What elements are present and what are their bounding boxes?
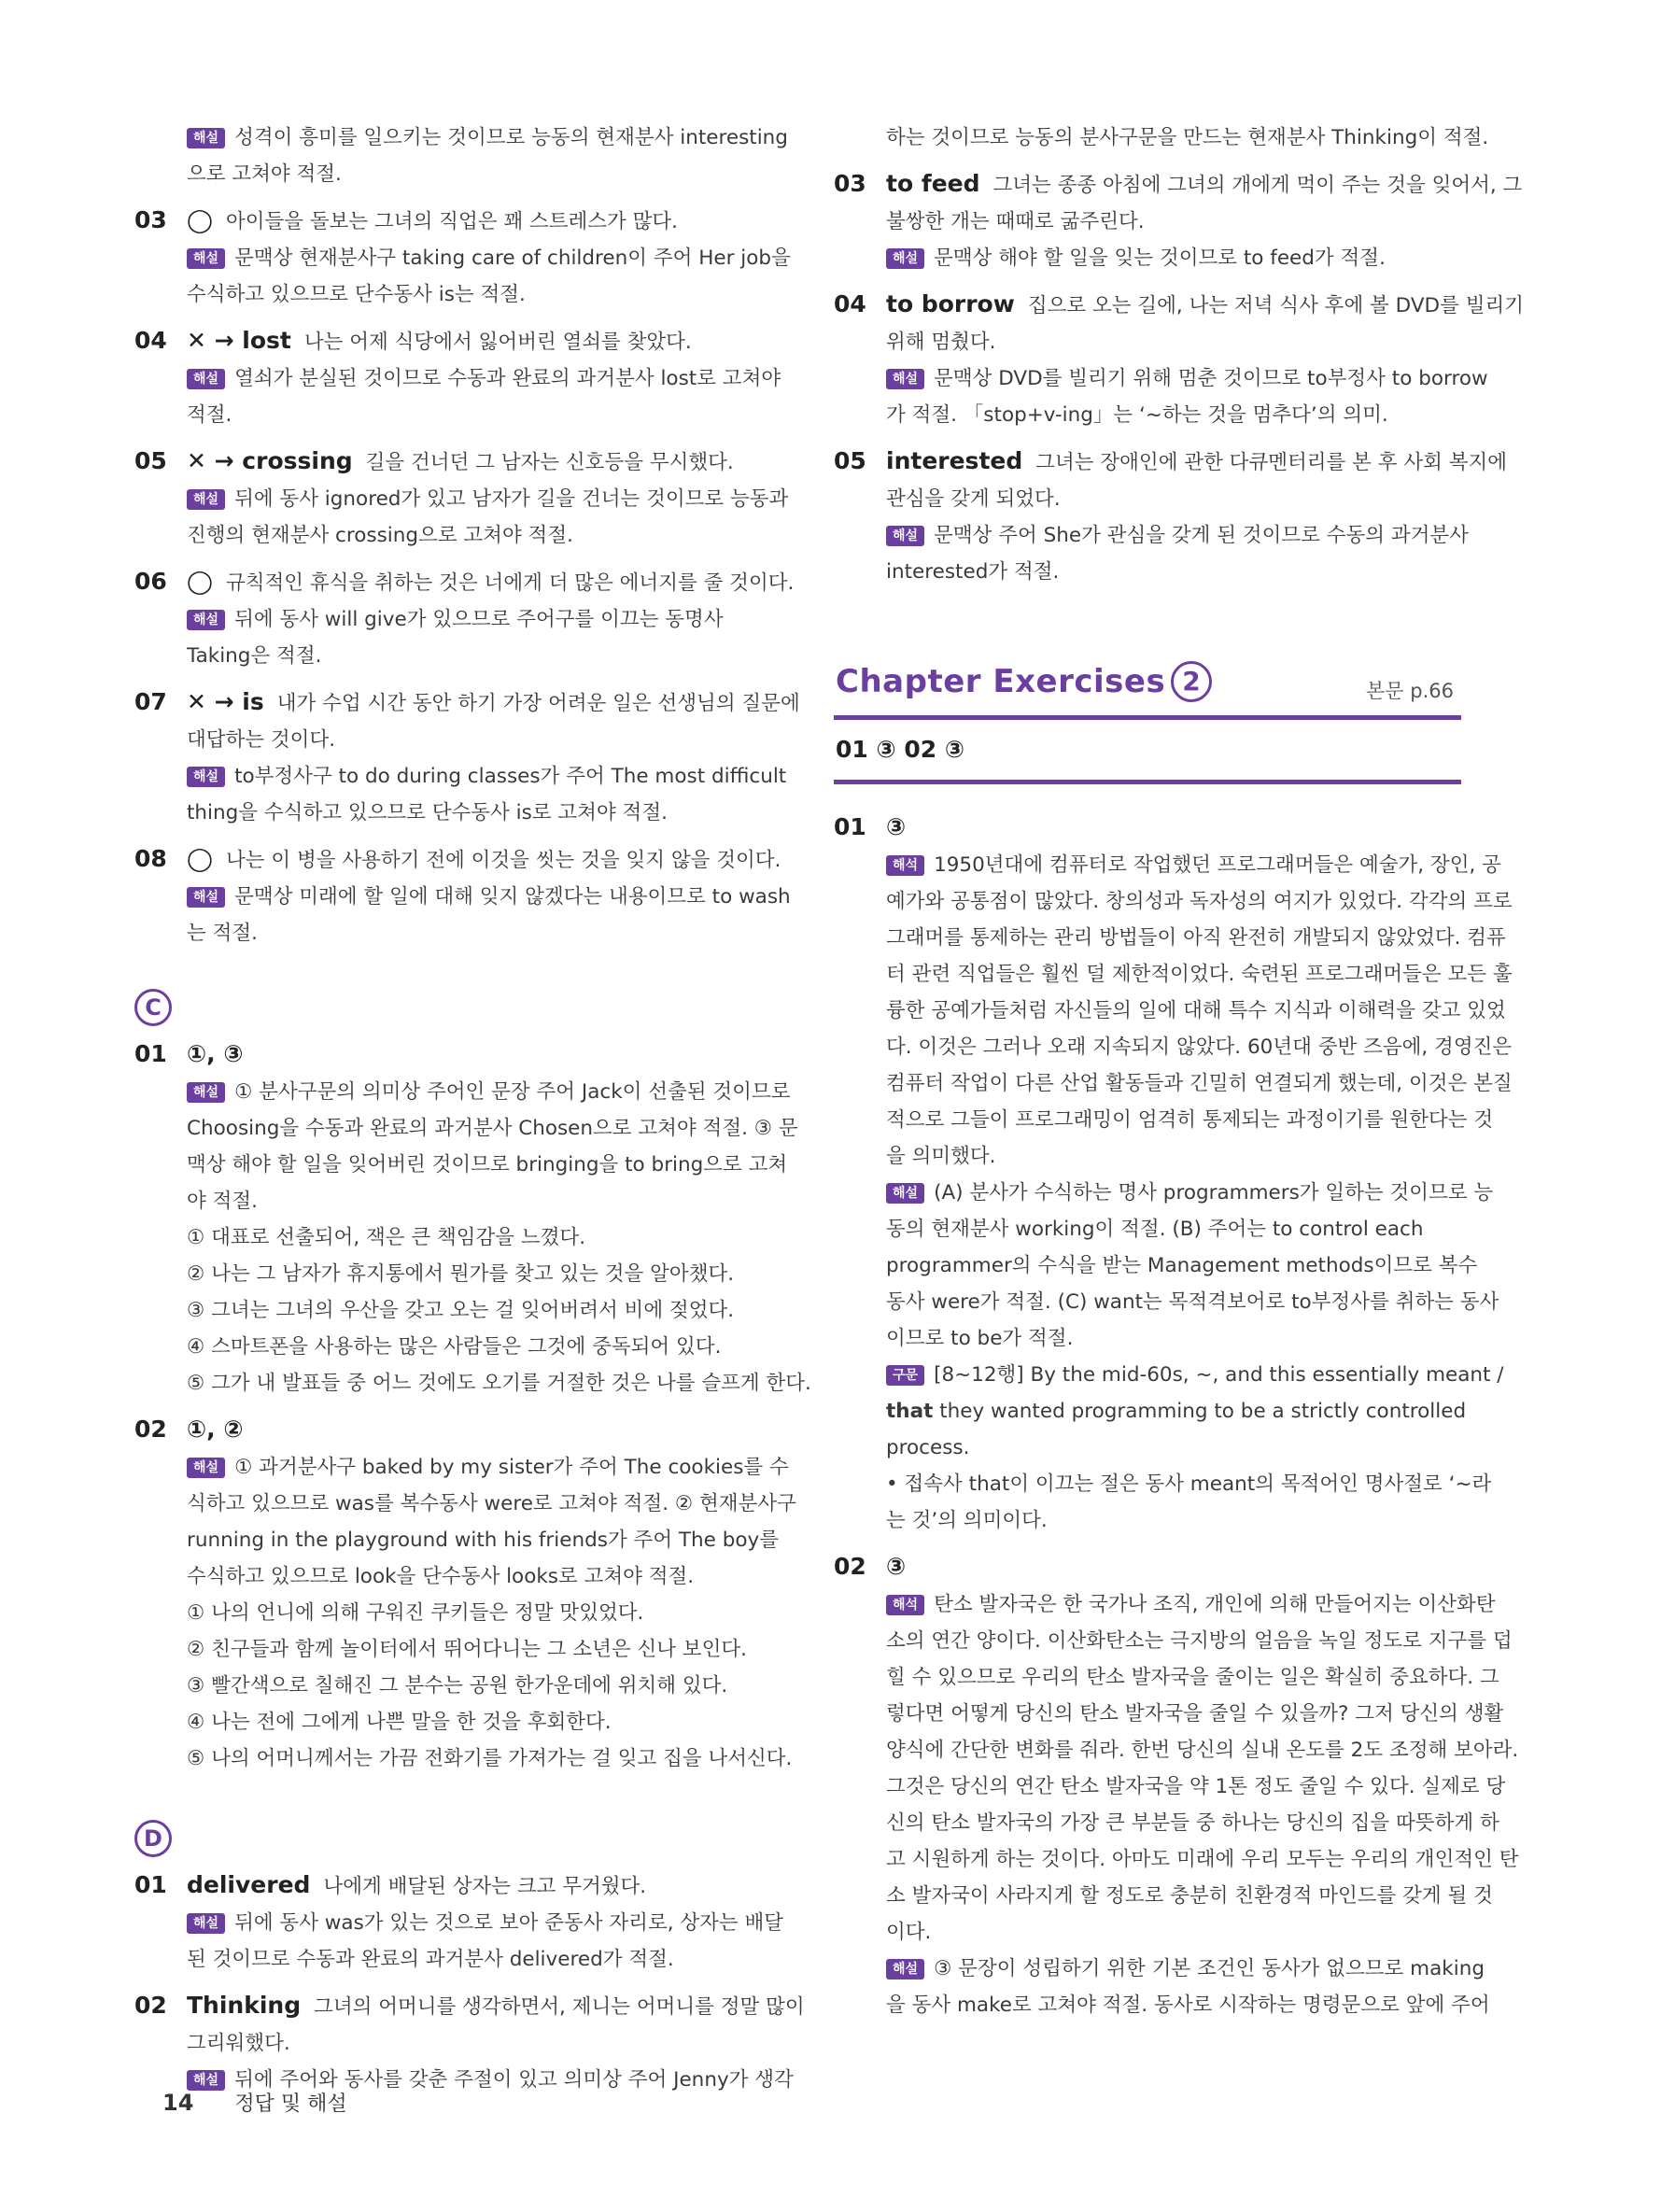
answer-item [134,202,791,313]
explanation-text: 수식하고 있으므로 단수동사 is는 적절. [187,283,526,306]
left-column [134,120,811,2098]
explanation-line [134,1110,798,1147]
explanation-text: ① 분사구문의 의미상 주어인 문장 주어 Jack이 선출된 것이므로 [234,1080,791,1104]
translation-text: 대답하는 것이다. [187,728,336,752]
translation-text: 아이들을 돌보는 그녀의 직업은 꽤 스트레스가 많다. [225,210,678,233]
translation-line [834,1805,1499,1841]
translation-text: 나에게 배달된 상자는 크고 무거웠다. [323,1875,647,1898]
translation-text: 륭한 공예가들처럼 자신들의 일에 대해 특수 지식과 이해력을 갖고 있었 [886,999,1506,1022]
explanation-tag: 해설 [187,1082,225,1103]
answer-line [134,322,762,360]
choice-translation: ③ 그녀는 그녀의 우산을 갖고 오는 걸 잊어버려서 비에 젖었다. [187,1299,735,1322]
translation-text: 양식에 간단한 변화를 줘라. 한번 당신의 실내 온도를 2도 조정해 보아라. [886,1739,1519,1762]
explanation-text: 문맥상 현재분사구 taking care of children이 주어 Her job을 [234,247,791,270]
item-number: 03 [834,170,866,197]
choice-translation: ① 나의 언니에 의해 구워진 쿠키들은 정말 맛있었다. [187,1601,644,1625]
translation-text: 규칙적인 휴식을 취하는 것은 너에게 더 많은 에너지를 줄 것이다. [225,571,795,595]
translation-text: 을 의미했다. [886,1145,996,1168]
answer-item [134,1411,796,1777]
answer-line [134,1036,762,1074]
explanation-line [134,758,787,795]
explanation-text: 동의 현재분사 working이 적절. (B) 주어는 to control each [886,1218,1424,1241]
answer-value: ①, ② [187,1416,244,1443]
explanation-line [134,1449,789,1486]
item-number: 02 [134,1992,167,2019]
explanation-text: thing을 수식하고 있으므로 단수동사 is로 고쳐야 적절. [187,801,668,824]
translation-line [834,1878,1493,1914]
explanation-text: programmer의 수식을 받는 Management methods이므로 복수 [886,1254,1478,1277]
translation-text: 소 발자국이 사라지게 할 정도로 충분히 친환경적 마인드를 갖게 될 것 [886,1884,1493,1908]
explanation-text: 동사 were가 적절. (C) want는 목적격보어로 to부정사를 취하는 동사 [886,1290,1499,1314]
section-c-header [134,989,762,1026]
translation-text: 1950년대에 컴퓨터로 작업했던 프로그래머들은 예술가, 장인, 공 [934,853,1501,877]
explanation-line [134,795,762,831]
translation-text: 위해 멈췄다. [886,331,996,354]
explanation-line [134,879,791,915]
translation-line [834,1659,1499,1696]
explanation-line [134,915,762,951]
answer-line [834,165,1523,204]
item-number: 01 [134,1040,167,1067]
choice-translation: ① 대표로 선출되어, 잭은 큰 책임감을 느꼈다. [187,1226,586,1249]
explanation-text: 된 것이므로 수동과 완료의 과거분사 delivered가 적절. [187,1948,674,1971]
structure-keyword: that [886,1400,934,1423]
translation-line [834,1841,1519,1878]
structure-text: they wanted programming to be a strictly controlled [933,1400,1467,1423]
translation-line [834,1768,1506,1805]
choice-translation: ② 친구들과 함께 놀이터에서 뛰어다니는 그 소년은 신나 보인다. [187,1638,748,1661]
translation-line [834,1586,1496,1623]
answer-item [134,683,800,831]
answer-value: to borrow [886,290,1015,317]
explanation-line [134,1147,788,1183]
explanation-line [134,1183,762,1219]
explanation-text: ① 과거분사구 baked by my sister가 주어 The cookies를 수 [234,1456,789,1479]
section-d-badge: D [134,1820,172,1857]
footer-label: 정답 및 해설 [234,2092,347,2116]
explanation-text: 뒤에 동사 ignored가 있고 남자가 길을 건너는 것이므로 능동과 [234,487,789,511]
translation-text: 나는 이 병을 사용하기 전에 이것을 씻는 것을 잊지 않을 것이다. [225,849,781,872]
section-d-header [134,1820,762,1857]
translation-text: 탄소 발자국은 한 국가나 조직, 개인에 의해 만들어지는 이산화탄 [934,1593,1496,1616]
c-answer-list [134,1036,811,1777]
explanation-line [134,240,791,276]
answer-value: Thinking [187,1992,302,2019]
answer-item [134,840,791,951]
explanation-tag: 해설 [886,248,924,269]
explanation-tag: 해설 [187,610,225,630]
explanation-tag: 해설 [187,369,225,389]
item-number: 07 [134,688,167,715]
explanation-text: 진행의 현재분사 crossing으로 고쳐야 적절. [187,524,573,547]
translation-line [834,883,1513,920]
answer-line [134,1867,762,1905]
explanation-line [134,1558,762,1595]
item-number: 06 [134,568,167,595]
explanation-line [134,1522,780,1558]
translation-line [834,920,1506,956]
translation-line [834,1102,1494,1138]
d-answer-list-continued [834,165,1525,590]
explanation-line [834,240,1461,276]
answer-item [134,322,781,433]
answer-value: delivered [187,1871,311,1898]
structure-text: 는 것’의 의미이다. [886,1509,1048,1532]
explanation-tag: 해설 [187,248,225,269]
page-footer [162,2088,347,2117]
item-number: 05 [834,447,866,474]
explanation-text: 수식하고 있으므로 look을 단수동사 looks로 고쳐야 적절. [187,1565,695,1588]
chapter-title: Chapter Exercises 2 [836,661,1212,702]
translation-text: 불쌍한 개는 때때로 굶주린다. [886,210,1145,233]
answer-line [834,286,1525,324]
explanation-tag: 해설 [187,887,225,908]
explanation-line [134,1941,762,1978]
translation-text: 소의 연간 양이다. 이산화탄소는 극지방의 얼음을 녹일 정도로 지구를 덥 [886,1629,1513,1653]
explanation-tag: 해설 [187,2070,225,2091]
translation-text: 그것은 당신의 연간 탄소 발자국을 약 1톤 정도 줄일 수 있다. 실제로 당 [886,1775,1506,1798]
answer-line [134,202,762,240]
answer-value: ③ [886,813,907,840]
b-item-02-explanation: 해설 성격이 흥미를 일으키는 것이므로 능동의 현재분사 interesting 으로 고쳐야 적절. [187,126,788,186]
translation-text: 내가 수업 시간 동안 하기 가장 어려운 일은 선생님의 질문에 [276,692,800,715]
answer-item [834,443,1508,590]
translation-text: 다. 이것은 그러나 오래 지속되지 않았다. 60년대 중반 즈음에, 경영진은 [886,1036,1513,1059]
answer-line [134,840,781,879]
item-number: 01 [834,813,866,840]
translation-text: 고 시원하게 하는 것이다. 아마도 미래에 우리 모두는 우리의 개인적인 탄 [886,1848,1519,1871]
exercise-02 [834,1548,1519,2023]
explanation-line [834,517,1469,554]
answer-line [134,563,795,601]
answer-value: ✕ → lost [187,327,291,354]
translation-line [834,1732,1519,1768]
item-number: 04 [834,290,866,317]
answer-item [134,1036,811,1402]
structure-line [834,1357,1504,1393]
explanation-text: 뒤에 동사 was가 있는 것으로 보아 준동사 자리로, 상자는 배달 [234,1911,784,1935]
answer-line [834,443,1508,481]
translation-text: 나는 어제 식당에서 잃어버린 열쇠를 찾았다. [303,331,692,354]
answer-line [834,1548,1461,1586]
explanation-tag: 해설 [187,489,225,510]
translation-line [834,1696,1504,1732]
page-number: 14 [162,2090,194,2116]
answer-value: ③ [886,1553,907,1580]
translation-line [834,1029,1513,1065]
explanation-text: (A) 분사가 수식하는 명사 programmers가 일하는 것이므로 능 [934,1181,1494,1205]
explanation-line [134,1074,791,1110]
answer-line [134,1987,805,2025]
translation-text: 이다. [886,1921,932,1944]
answer-item [134,1867,784,1978]
answer-value: ✕ → is [187,688,264,715]
structure-text: [8~12행] By the mid-60s, ~, and this essentially meant / [934,1363,1504,1387]
explanation-text: 열쇠가 분실된 것이므로 수동과 완료의 과거분사 lost로 고쳐야 [234,367,781,390]
answer-item [134,443,789,554]
item-number: 08 [134,845,167,872]
chapter-page-ref: 본문 p.66 [1366,680,1454,702]
explanation-line [134,397,762,433]
d-answer-list [134,1867,805,2098]
explanation-line [134,517,762,554]
explanation-text: 뒤에 동사 will give가 있으므로 주어구를 이끄는 동명사 [234,608,724,631]
translation-text: 적으로 그들이 프로그래밍이 엄격히 통제되는 과정이기를 원한다는 것 [886,1108,1494,1132]
translation-line [834,1623,1513,1659]
continued-explanation: 하는 것이므로 능동의 분사구문을 만드는 현재분사 Thinking이 적절. [886,126,1489,149]
structure-line [834,1393,1467,1430]
item-number: 02 [134,1416,167,1443]
explanation-text: 문맥상 DVD를 빌리기 위해 멈춘 것이므로 to부정사 to borrow [934,367,1488,390]
explanation-line [834,554,1461,590]
item-number: 05 [134,447,167,474]
explanation-text: 맥상 해야 할 일을 잊어버린 것이므로 bringing을 to bring으로 고쳐 [187,1153,788,1176]
b-answer-list [134,202,800,951]
explanation-tag: 해설 [886,369,924,389]
explanation-line [834,360,1488,397]
explanation-text: Choosing을 수동과 완료의 과거분사 Chosen으로 고쳐야 적절. ③ 문 [187,1117,798,1140]
translation-text: 그녀의 어머니를 생각하면서, 제니는 어머니를 정말 많이 [314,1995,805,2019]
translation-text: 그녀는 종종 아침에 그녀의 개에게 먹이 주는 것을 잊어서, 그 [992,174,1523,197]
chapter-number-badge: 2 [1171,661,1212,702]
item-number: 02 [834,1553,866,1580]
translation-tag: 해석 [886,855,924,876]
translation-line [834,956,1513,993]
answer-value: to feed [886,170,980,197]
answer-line [134,1411,762,1449]
explanation-text: to부정사구 to do during classes가 주어 The most difficult [234,765,787,788]
explanation-line [834,1247,1478,1284]
explanation-text: ③ 문장이 성립하기 위한 기본 조건인 동사가 없으므로 making [934,1957,1485,1980]
translation-text: 그녀는 장애인에 관한 다큐멘터리를 본 후 사회 복지에 [1035,451,1508,474]
choice-translation: ⑤ 그가 내 발표들 중 어느 것에도 오기를 거절한 것은 나를 슬프게 한다. [187,1372,811,1395]
explanation-text: 적절. [187,403,232,427]
answer-item [834,286,1525,433]
structure-text: • 접속사 that이 이끄는 절은 동사 meant의 목적어인 명사절로 ‘~라 [886,1472,1492,1496]
translation-text: 길을 건너던 그 남자는 신호등을 무시했다. [365,451,734,474]
translation-text: 집으로 오는 길에, 나는 저녁 식사 후에 볼 DVD를 빌리기 [1027,294,1525,317]
translation-line [834,1138,1461,1175]
translation-text: 컴퓨터 작업이 다른 산업 활동들과 긴밀히 연결되게 했는데, 이것은 본질 [886,1072,1513,1095]
section-c-badge: C [134,989,172,1026]
explanation-line [134,276,762,313]
explanation-line [134,481,789,517]
choice-translation: ② 나는 그 남자가 휴지통에서 뭔가를 찾고 있는 것을 알아챘다. [187,1262,735,1286]
choice-translation: ④ 스마트폰을 사용하는 많은 사람들은 그것에 중독되어 있다. [187,1335,722,1359]
translation-text: 그리워했다. [187,2032,290,2055]
answer-line [834,809,1461,847]
choice-translation: ⑤ 나의 어머니께서는 가끔 전화기를 가져가는 걸 잊고 집을 나서신다. [187,1747,793,1770]
answer-line [134,683,800,722]
translation-line [834,1065,1513,1102]
translation-tag: 해석 [886,1595,924,1615]
explanation-tag: 해설 [886,526,924,546]
explanation-line [834,1951,1485,1987]
exercise-01 [834,809,1513,1539]
translation-text: 관심을 갖게 되었다. [886,487,1061,511]
item-number: 04 [134,327,167,354]
explanation-text: running in the playground with his friends가 주어 The boy를 [187,1529,780,1552]
answer-value: ◯ [187,568,213,595]
explanation-line [134,638,762,674]
explanation-line [834,1175,1494,1211]
explanation-text: 식하고 있으므로 was를 복수동사 were로 고쳐야 적절. ② 현재분사구 [187,1492,796,1515]
answer-value: interested [886,447,1023,474]
explanation-text: 가 적절. 「stop+v-ing」는 ‘~하는 것을 멈추다’의 의미. [886,403,1388,427]
answer-item [834,165,1523,276]
chapter-exercises-header [834,659,1461,720]
explanation-line [134,1905,784,1941]
answer-value: ①, ③ [187,1040,244,1067]
explanation-tag: 해설 [187,128,225,148]
explanation-text: 문맥상 해야 할 일을 잊는 것이므로 to feed가 적절. [934,247,1386,270]
structure-text: process. [886,1436,970,1459]
item-number: 03 [134,206,167,233]
answer-item [134,1987,805,2098]
explanation-line [834,1284,1499,1320]
explanation-tag: 해설 [886,1959,924,1980]
structure-tag: 구문 [886,1365,924,1386]
right-column [834,120,1525,2023]
explanation-text: 뒤에 주어와 동사를 갖춘 주절이 있고 의미상 주어 Jenny가 생각 [234,2068,794,2092]
explanation-line [834,1211,1461,1247]
explanation-text: 문맥상 주어 She가 관심을 갖게 된 것이므로 수동의 과거분사 [934,524,1469,547]
answer-line [134,443,762,481]
explanation-line [834,1320,1461,1357]
explanation-tag: 해설 [187,1913,225,1934]
translation-text: 터 관련 직업들은 훨씬 덜 제한적이었다. 숙련된 프로그래머들은 모든 훌 [886,963,1513,986]
explanation-tag: 해설 [187,1458,225,1478]
explanation-line [834,397,1461,433]
explanation-line [134,1486,796,1522]
choice-translation: ④ 나는 전에 그에게 나쁜 말을 한 것을 후회한다. [187,1711,612,1734]
translation-line [834,847,1501,883]
translation-line [834,993,1506,1029]
explanation-line [134,360,781,397]
item-number: 01 [134,1871,167,1898]
answer-value: ◯ [187,206,213,233]
answer-value: ✕ → crossing [187,447,353,474]
translation-text: 신의 탄소 발자국의 가장 큰 부분들 중 하나는 당신의 집을 따뜻하게 하 [886,1811,1499,1835]
explanation-text: 이므로 to be가 적절. [886,1327,1074,1350]
answer-item [134,563,795,674]
explanation-line [134,601,762,638]
explanation-tag: 해설 [886,1183,924,1204]
explanation-tag: 해설 [187,767,225,787]
translation-text: 예가와 공통점이 많았다. 창의성과 독자성의 여지가 있었다. 각각의 프로 [886,890,1513,913]
explanation-text: 문맥상 미래에 할 일에 대해 잊지 않겠다는 내용이므로 to wash [234,885,791,909]
translation-text: 렇다면 어떻게 당신의 탄소 발자국을 줄일 수 있을까? 그저 당신의 생활 [886,1702,1504,1726]
choice-translation: ③ 빨간색으로 칠해진 그 분수는 공원 한가운데에 위치해 있다. [187,1674,728,1698]
answer-summary: 01 ③ 02 ③ [834,720,1461,784]
explanation-text: 을 동사 make로 고쳐야 적절. 동사로 시작하는 명령문으로 앞에 주어 [886,1994,1490,2017]
translation-text: 그래머를 통제하는 관리 방법들이 아직 완전히 개발되지 않았었다. 컴퓨 [886,926,1506,950]
explanation-line [834,1987,1490,2023]
answer-value: ◯ [187,845,213,872]
explanation-text: Taking은 적절. [187,644,322,668]
explanation-text: 야 적절. [187,1190,258,1213]
translation-text: 힐 수 있으므로 우리의 탄소 발자국을 줄이는 일은 확실히 중요하다. 그 [886,1666,1499,1689]
explanation-text: 는 적절. [187,922,258,945]
explanation-text: interested가 적절. [886,560,1060,584]
translation-line [834,1914,1461,1951]
